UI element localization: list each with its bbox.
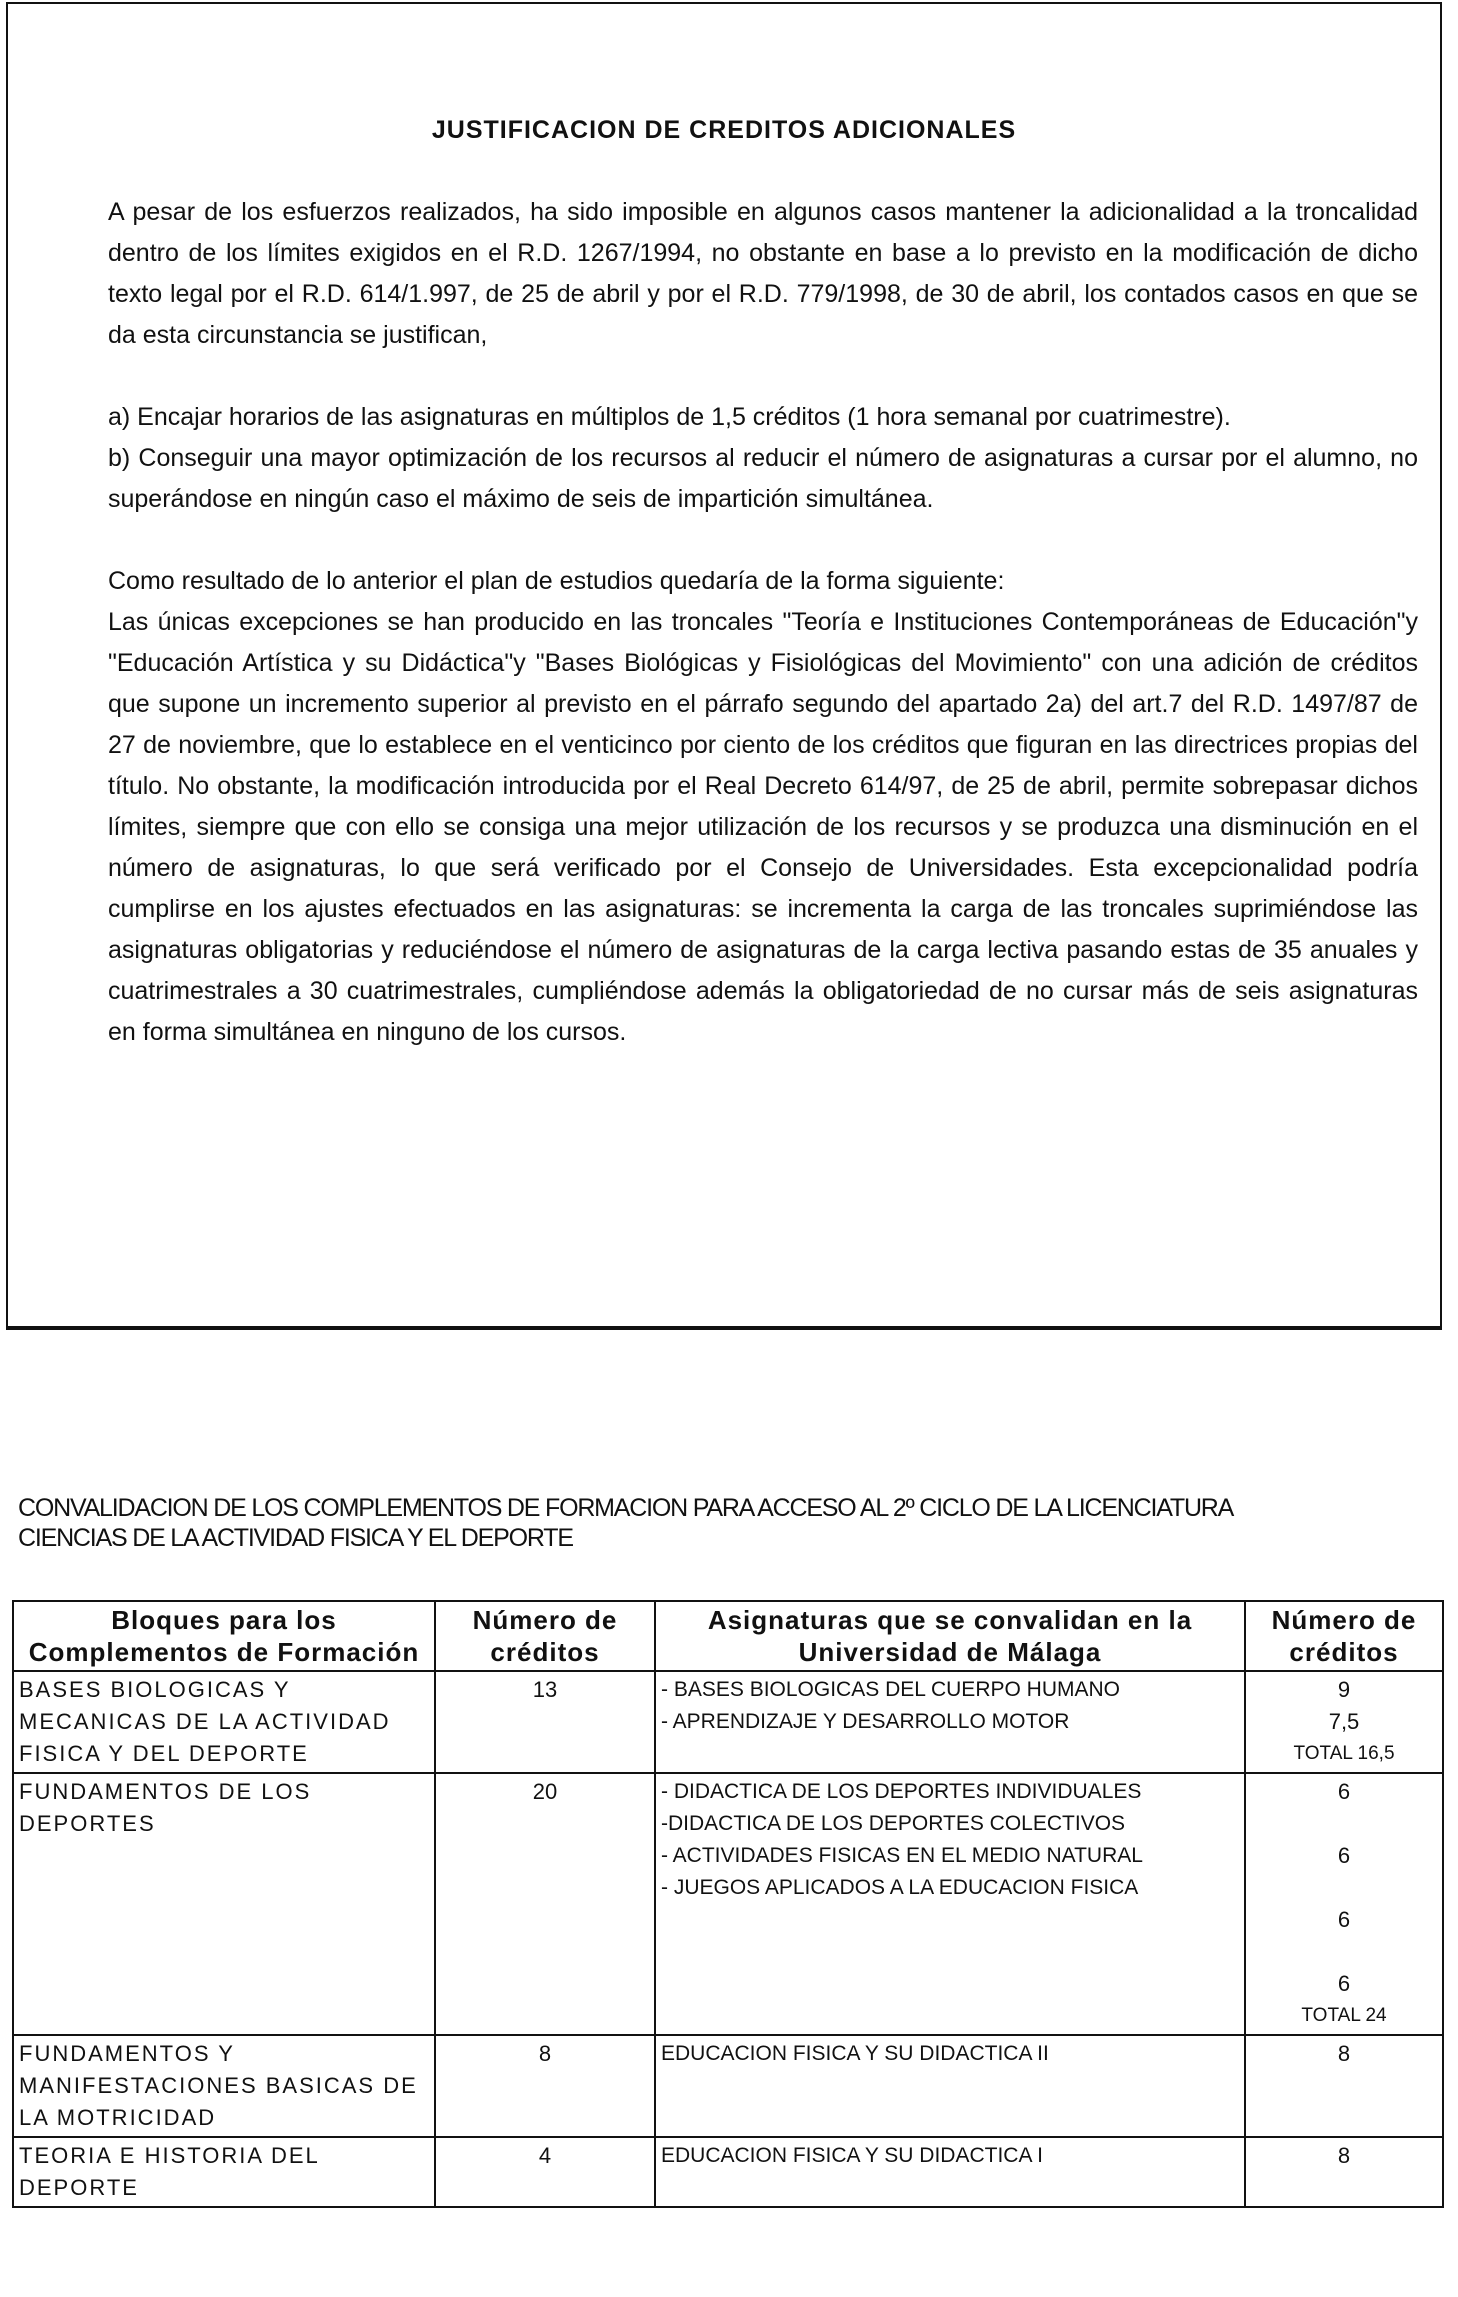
subject-credit: 8 [1337, 2041, 1351, 2066]
block-credits: 4 [435, 2137, 655, 2207]
subject-credit: 6 [1337, 1779, 1351, 1804]
header-credits: Número de créditos [435, 1601, 655, 1671]
justification-paragraph-b: b) Conseguir una mayor optimización de los recursos al reducir el número de asignaturas a cursar por el alumno, no superándose en ningún caso el máximo de seis de impartición simultánea. [108, 444, 1418, 513]
header-subjects: Asignaturas que se convalidan en la Universidad de Málaga [655, 1601, 1245, 1671]
subject-credits-cell [1245, 2035, 1443, 2137]
block-credits: 20 [435, 1773, 655, 2035]
credits-total: TOTAL 24 [1301, 2005, 1387, 2026]
subject-item: - BASES BIOLOGICAS DEL CUERPO HUMANO [661, 1678, 1120, 1701]
header-subject-credits: Número de créditos [1245, 1601, 1443, 1671]
subject-item: EDUCACION FISICA Y SU DIDACTICA I [661, 2144, 1043, 2167]
justification-body [108, 192, 1418, 1053]
header-blocks: Bloques para los Complementos de Formación [13, 1601, 435, 1671]
credits-total: TOTAL 16,5 [1293, 1743, 1395, 1764]
convalidation-title [18, 1493, 1448, 1553]
paragraph-gap [108, 356, 1418, 397]
subjects-cell [655, 2137, 1245, 2207]
table-row [13, 2035, 1443, 2137]
subjects-cell [655, 2035, 1245, 2137]
table-row [13, 1671, 1443, 1773]
convalidation-title-line2: CIENCIAS DE LA ACTIVIDAD FISICA Y EL DEPORTE [18, 1524, 573, 1552]
subject-credit: 6 [1337, 1971, 1351, 1996]
subject-credit: 6 [1337, 1843, 1351, 1868]
subject-item: EDUCACION FISICA Y SU DIDACTICA II [661, 2042, 1049, 2065]
subject-credit: 6 [1337, 1907, 1351, 1932]
subjects-cell [655, 1773, 1245, 2035]
table-row [13, 2137, 1443, 2207]
justification-paragraph-a: a) Encajar horarios de las asignaturas en múltiplos de 1,5 créditos (1 hora semanal por cuatrimestre). [108, 403, 1231, 431]
subjects-cell [655, 1671, 1245, 1773]
justification-paragraph-intro: A pesar de los esfuerzos realizados, ha sido imposible en algunos casos mantener la adicionalidad a la troncalidad dentro de los límites exigidos en el R.D. 1267/1994, no obstante en base a lo previsto en la modificación de dicho texto legal por el R.D. 614/1.997, de 25 de abril y por el R.D. 779/1998, de 30 de abril, los contados casos en que se da esta circunstancia se justifican, [108, 198, 1418, 349]
subject-credit: 8 [1337, 2143, 1351, 2168]
subject-item: - APRENDIZAJE Y DESARROLLO MOTOR [661, 1710, 1070, 1733]
justification-title: JUSTIFICACION DE CREDITOS ADICIONALES [431, 116, 1017, 144]
subject-credit: 9 [1337, 1677, 1351, 1702]
subject-credits-cell [1245, 2137, 1443, 2207]
subject-item: - DIDACTICA DE LOS DEPORTES INDIVIDUALES [661, 1780, 1142, 1803]
block-credits: 8 [435, 2035, 655, 2137]
block-name: FUNDAMENTOS Y MANIFESTACIONES BASICAS DE LA MOTRICIDAD [13, 2035, 435, 2137]
justification-paragraph-result: Como resultado de lo anterior el plan de estudios quedaría de la forma siguiente: [108, 567, 1005, 595]
block-name: BASES BIOLOGICAS Y MECANICAS DE LA ACTIVIDAD FISICA Y DEL DEPORTE [13, 1671, 435, 1773]
block-name: TEORIA E HISTORIA DEL DEPORTE [13, 2137, 435, 2207]
convalidation-table [12, 1600, 1444, 2208]
subject-item: - JUEGOS APLICADOS A LA EDUCACION FISICA [661, 1876, 1139, 1899]
table-row [13, 1773, 1443, 2035]
block-name: FUNDAMENTOS DE LOS DEPORTES [13, 1773, 435, 2035]
table-header-row [13, 1601, 1443, 1671]
block-credits: 13 [435, 1671, 655, 1773]
subject-item: -DIDACTICA DE LOS DEPORTES COLECTIVOS [661, 1812, 1126, 1835]
subject-credits-cell [1245, 1671, 1443, 1773]
paragraph-gap [108, 520, 1418, 561]
convalidation-title-line1: CONVALIDACION DE LOS COMPLEMENTOS DE FORMACION PARA ACCESO AL 2º CICLO DE LA LICENCIATURA [18, 1494, 1234, 1522]
justification-box [6, 2, 1442, 1330]
justification-paragraph-exceptions: Las únicas excepciones se han producido en las troncales "Teoría e Instituciones Contemporáneas de Educación"y "Educación Artística y su Didáctica"y "Bases Biológicas y Fisiológicas del Movimiento" con una adición de créditos que supone un incremento superior al previsto en el párrafo segundo del apartado 2a) del art.7 del R.D. 1497/87 de 27 de noviembre, que lo establece en el venticinco por ciento de los créditos que figuran en las directrices propias del título. No obstante, la modificación introducida por el Real Decreto 614/97, de 25 de abril, permite sobrepasar dichos límites, siempre que con ello se consiga una mejor utilización de los recursos y se produzca una disminución en el número de asignaturas, lo que será verificado por el Consejo de Universidades. Esta excepcionalidad podría cumplirse en los ajustes efectuados en las asignaturas: se incrementa la carga de las troncales suprimiéndose las asignaturas obligatorias y reduciéndose el número de asignaturas de la carga lectiva pasando estas de 35 anuales y cuatrimestrales a 30 cuatrimestrales, cumpliéndose además la obligatoriedad de no cursar más de seis asignaturas en forma simultánea en ninguno de los cursos. [108, 608, 1418, 1046]
subject-item: - ACTIVIDADES FISICAS EN EL MEDIO NATURAL [661, 1844, 1143, 1867]
subject-credits-cell [1245, 1773, 1443, 2035]
subject-credit: 7,5 [1328, 1709, 1360, 1734]
